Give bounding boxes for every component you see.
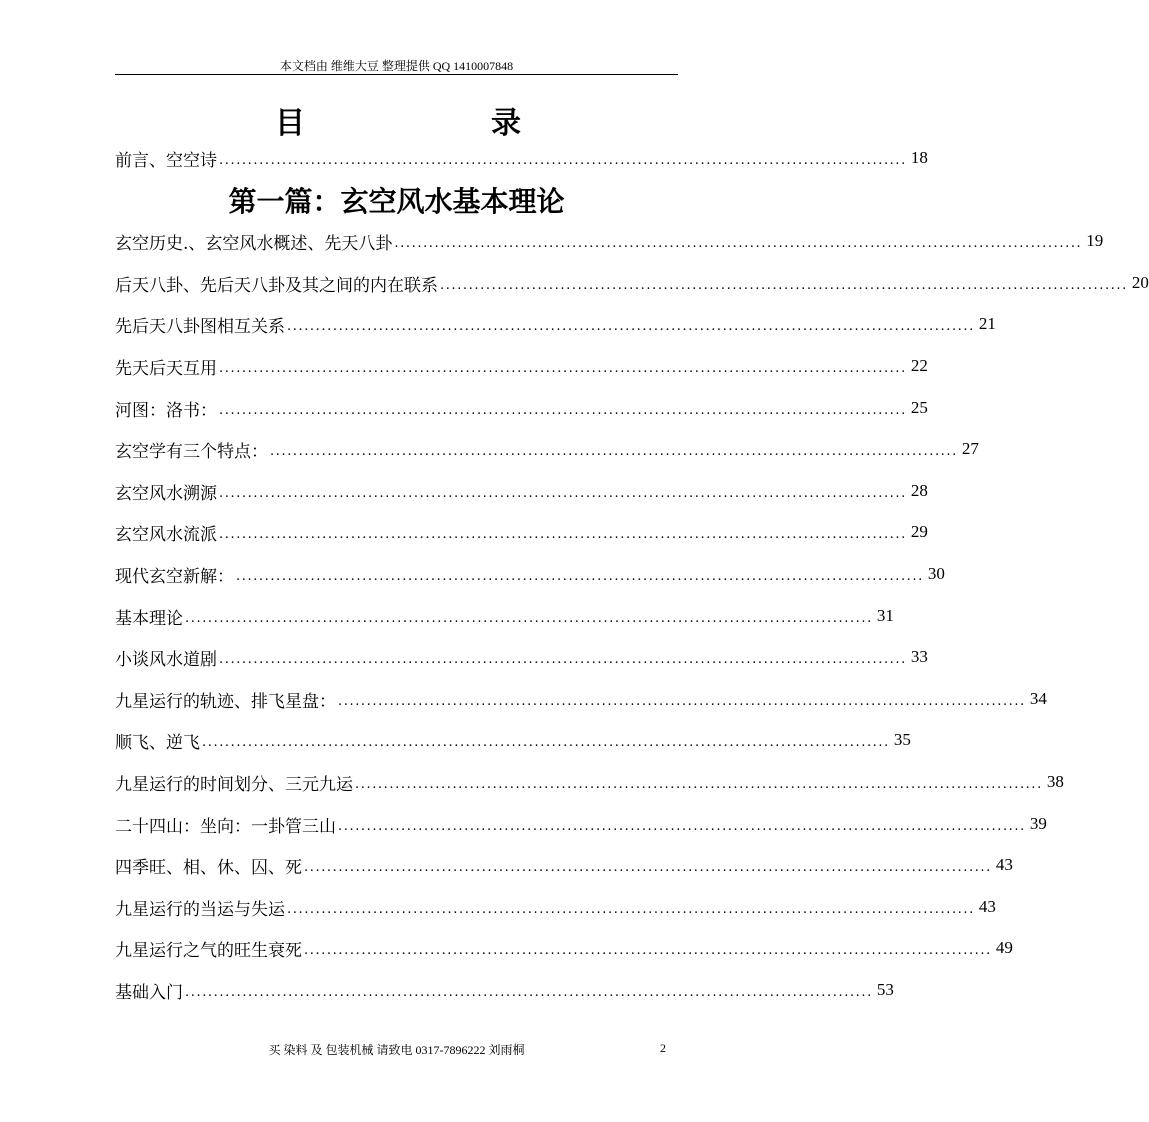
toc-entry[interactable] (115, 644, 928, 670)
page-header: 本文档由 维维大豆 整理提供 QQ 1410007848 (279, 59, 514, 73)
toc-entry-label: 前言、空空诗 (115, 150, 217, 171)
toc-entry-page: 43 (995, 855, 1013, 874)
dot-leader: ........................................................................................................................ (219, 485, 907, 501)
toc-entry-page: 33 (910, 647, 928, 666)
header-rule (115, 74, 678, 75)
toc-title (115, 98, 678, 141)
toc-entry-page: 53 (876, 980, 894, 999)
dot-leader: ........................................................................................................................ (394, 235, 1083, 251)
toc-entry-label: 玄空学有三个特点： (115, 441, 268, 462)
toc-entry[interactable] (115, 478, 928, 504)
dot-leader: ........................................................................................................................ (219, 526, 907, 542)
toc-entry-label: 小谈风水道剧 (115, 649, 217, 670)
dot-leader: ........................................................................................................................ (219, 152, 907, 168)
toc-entry-page: 19 (1086, 231, 1104, 250)
toc-entry[interactable] (115, 727, 911, 753)
toc-entry[interactable] (115, 603, 894, 629)
toc-entry-label: 现代玄空新解： (115, 566, 234, 587)
toc-entry-label: 二十四山：坐向：一卦管三山 (115, 816, 336, 837)
toc-entry[interactable] (115, 395, 928, 421)
toc-entry[interactable] (115, 811, 1047, 837)
toc-entry-label: 河图：洛书： (115, 400, 217, 421)
toc-entry-page: 21 (978, 314, 996, 333)
dot-leader: ........................................................................................................................ (219, 651, 907, 667)
toc-entry-label: 九星运行之气的旺生衰死 (115, 940, 302, 961)
page-number: 2 (660, 1041, 666, 1055)
toc-entry[interactable] (115, 436, 979, 462)
toc-entry-label: 玄空风水溯源 (115, 483, 217, 504)
dot-leader: ........................................................................................................................ (236, 568, 924, 584)
toc-entry[interactable] (115, 977, 894, 1003)
toc-entry-page: 22 (910, 356, 928, 375)
toc-entry[interactable] (115, 769, 1064, 795)
toc-entry[interactable] (115, 353, 928, 379)
dot-leader: ........................................................................................................................ (304, 942, 992, 958)
toc-entry-label: 顺飞、逆飞 (115, 732, 200, 753)
part-heading: 第一篇：玄空风水基本理论 (228, 185, 565, 218)
toc-entry[interactable] (115, 270, 1149, 296)
toc-entry-label: 基础入门 (115, 982, 183, 1003)
toc-entry-page: 31 (876, 606, 894, 625)
toc-entry-page: 20 (1131, 273, 1149, 292)
dot-leader: ........................................................................................................................ (440, 277, 1128, 293)
dot-leader: ........................................................................................................................ (219, 360, 907, 376)
toc-entry-label: 九星运行的当运与失运 (115, 899, 285, 920)
toc-entry[interactable] (115, 686, 1047, 712)
dot-leader: ........................................................................................................................ (355, 776, 1043, 792)
toc-entry-page: 39 (1029, 814, 1047, 833)
toc-entry-label: 先后天八卦图相互关系 (115, 316, 285, 337)
toc-entry-label: 玄空历史.、玄空风水概述、先天八卦 (115, 233, 393, 254)
toc-entry-page: 25 (910, 398, 928, 417)
toc-entry[interactable] (115, 145, 928, 171)
toc-entry[interactable] (115, 935, 1013, 961)
toc-entry-page: 35 (893, 730, 911, 749)
toc-entry-page: 29 (910, 522, 928, 541)
toc-entry[interactable] (115, 852, 1013, 878)
toc-entry[interactable] (115, 561, 945, 587)
toc-entry-page: 43 (978, 897, 996, 916)
toc-entry[interactable] (115, 311, 996, 337)
toc-entry[interactable] (115, 519, 928, 545)
dot-leader: ........................................................................................................................ (287, 318, 975, 334)
toc-entry-page: 27 (961, 439, 979, 458)
toc-entry-page: 34 (1029, 689, 1047, 708)
dot-leader: ........................................................................................................................ (219, 402, 907, 418)
page-footer: 买 染料 及 包装机械 请致电 0317-7896222 刘雨桐 (268, 1043, 525, 1057)
toc-entry-page: 18 (910, 148, 928, 167)
toc-entry-label: 基本理论 (115, 608, 183, 629)
toc-entry-page: 49 (995, 938, 1013, 957)
dot-leader: ........................................................................................................................ (338, 818, 1026, 834)
dot-leader: ........................................................................................................................ (185, 610, 873, 626)
toc-entry-page: 28 (910, 481, 928, 500)
toc-entry[interactable] (115, 228, 1104, 254)
toc-entry-page: 38 (1046, 772, 1064, 791)
dot-leader: ........................................................................................................................ (270, 443, 958, 459)
toc-entry-label: 先天后天互用 (115, 358, 217, 379)
toc-title-char-2: 录 (491, 106, 521, 141)
dot-leader: ........................................................................................................................ (202, 734, 890, 750)
toc-title-char-1: 目 (275, 106, 305, 141)
toc-entry[interactable] (115, 894, 996, 920)
toc-entry-page: 30 (927, 564, 945, 583)
dot-leader: ........................................................................................................................ (185, 984, 873, 1000)
toc-entry-label: 四季旺、相、休、囚、死 (115, 857, 302, 878)
dot-leader: ........................................................................................................................ (287, 901, 975, 917)
toc-entry-label: 九星运行的时间划分、三元九运 (115, 774, 353, 795)
dot-leader: ........................................................................................................................ (338, 693, 1026, 709)
toc-entry-label: 后天八卦、先后天八卦及其之间的内在联系 (115, 275, 438, 296)
dot-leader: ........................................................................................................................ (304, 859, 992, 875)
toc-entry-label: 九星运行的轨迹、排飞星盘： (115, 691, 336, 712)
toc-entry-label: 玄空风水流派 (115, 524, 217, 545)
